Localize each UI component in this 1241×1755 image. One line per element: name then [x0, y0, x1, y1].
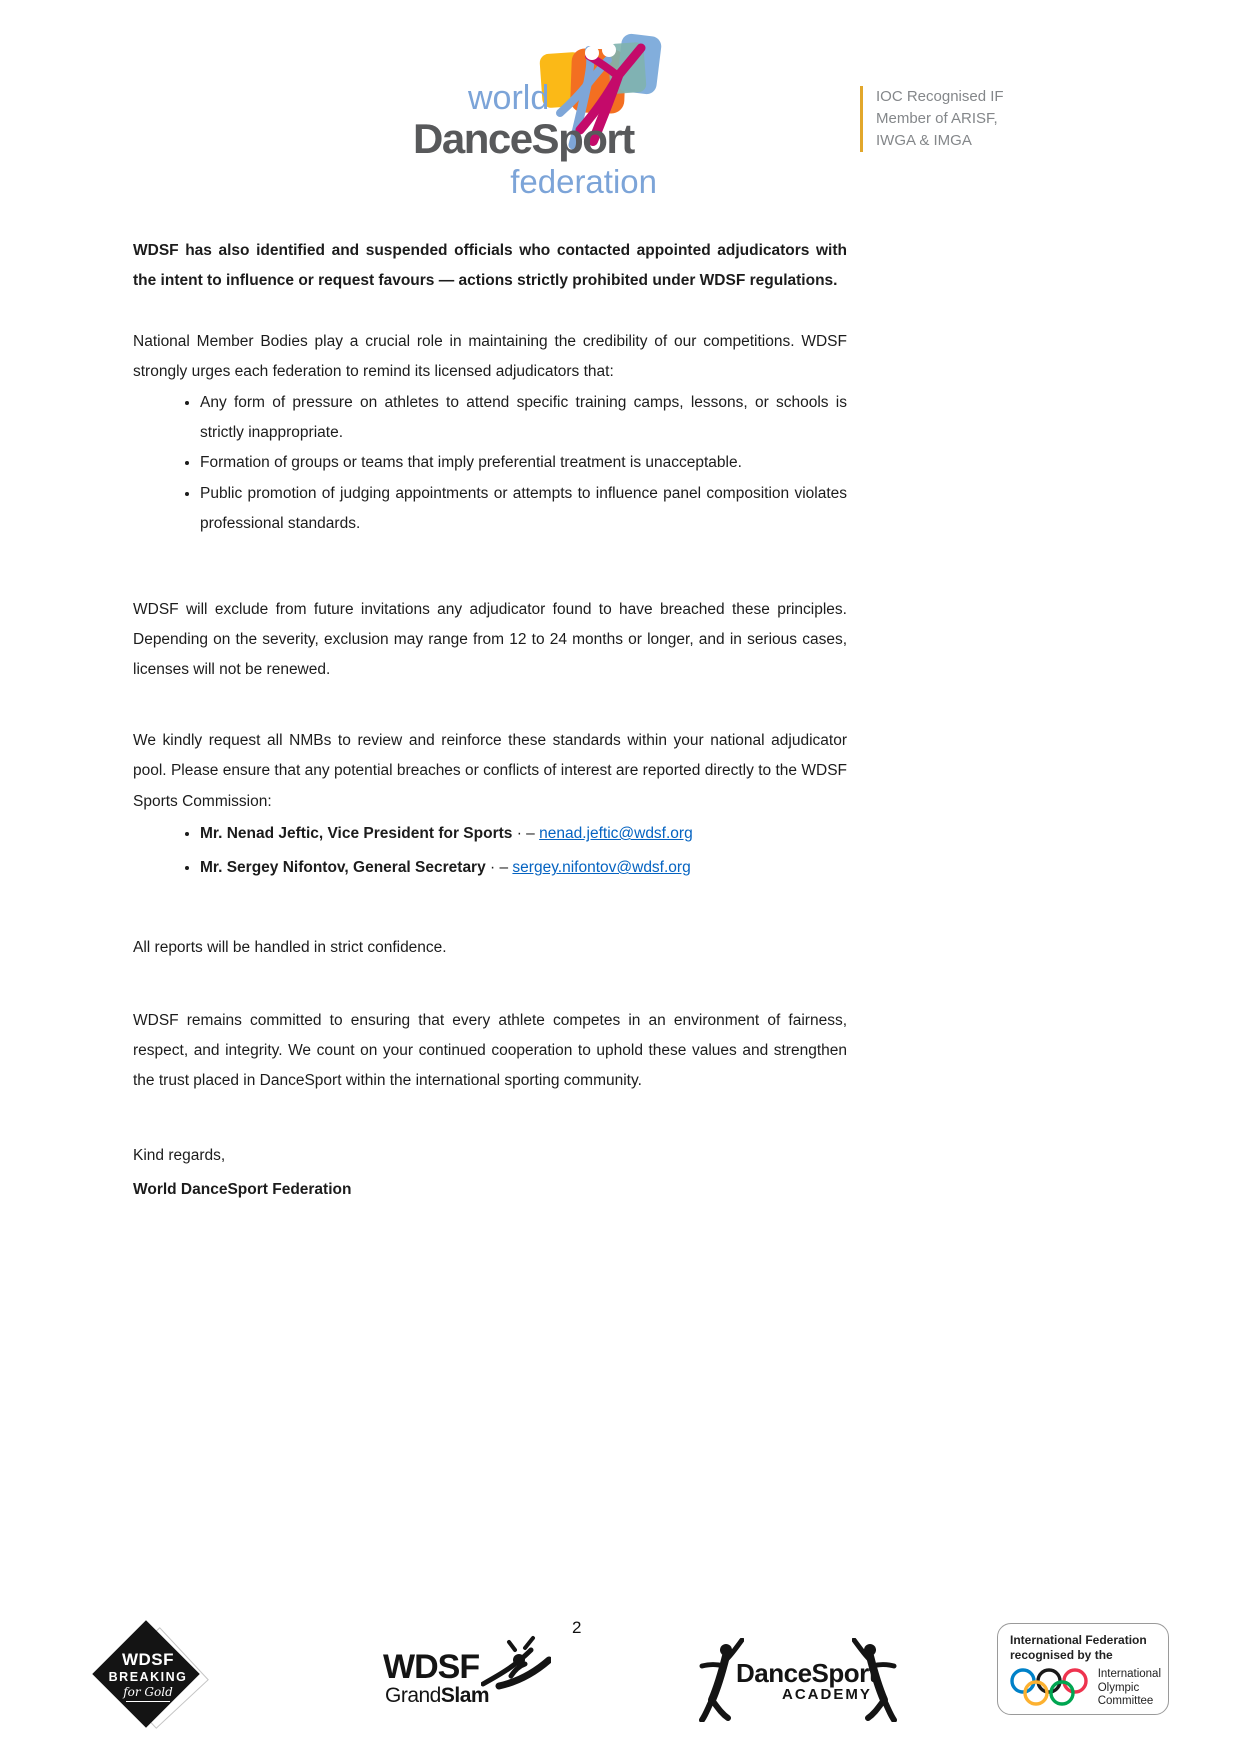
wdsf-logo: [413, 33, 661, 205]
breaking-breaking-text: BREAKING: [108, 1670, 188, 1684]
academy-academy-text: ACADEMY: [782, 1686, 872, 1703]
paragraph-confidence: All reports will be handled in strict confidence.: [133, 939, 447, 957]
wdsf-grandslam-logo: [383, 1646, 548, 1708]
breaking-underline: [126, 1701, 170, 1702]
contact-item-sergey-nifontov: [200, 851, 847, 885]
dancesport-academy-logo: [698, 1638, 898, 1724]
ioc-committee-text: [1098, 1668, 1161, 1709]
list-item: • Public promotion of judging appointments or attempts to influence panel composition violates professional standards.: [200, 479, 847, 540]
ioc-recognition-box: [997, 1623, 1169, 1715]
closing-block: [133, 1139, 847, 1207]
grandslam-text: [385, 1684, 489, 1708]
closing-regards: Kind regards,: [133, 1146, 226, 1164]
contact-name: Mr. Nenad Jeftic, Vice President for Sports: [200, 825, 513, 843]
contact-item-nenad-jeftic: [200, 817, 847, 851]
grandslam-wdsf-text: WDSF: [383, 1648, 480, 1686]
breaking-wdsf-text: WDSF: [121, 1650, 175, 1669]
ioc-committee-line3: Committee: [1097, 1695, 1154, 1707]
breaking-forgold-text: for Gold: [123, 1685, 173, 1699]
grandslam-grand-text: Grand: [385, 1684, 441, 1707]
list-item: • Any form of pressure on athletes to attend specific training camps, lessons, or schools is strictly inappropriate.: [200, 388, 847, 449]
academy-dancesport-text: DanceSport: [736, 1658, 877, 1688]
recognition-line: IOC Recognised IF: [876, 88, 1004, 105]
letter-body: [133, 236, 847, 1207]
grandslam-dancer-icon: [481, 1634, 551, 1694]
logo-dancesport-text: DanceSport: [413, 115, 634, 162]
ioc-box-title-line1: International Federation: [1010, 1633, 1147, 1647]
breaking-logo-text: [98, 1650, 198, 1702]
ioc-recognition-block: [860, 86, 1004, 152]
recognition-line: Member of ARISF,: [876, 110, 998, 127]
paragraph-nmb-role: National Member Bodies play a crucial role in maintaining the credibility of our competitions. WDSF strongly urges each federation to remind its licensed adjudicators that:: [133, 332, 847, 381]
contact-separator: · –: [512, 825, 540, 843]
ioc-committee-line2: Olympic: [1097, 1681, 1140, 1694]
page-number: 2: [572, 1618, 582, 1637]
email-link-sergey-nifontov[interactable]: sergey.nifontov@wdsf.org: [512, 859, 691, 877]
paragraph-suspensions: WDSF has also identified and suspended officials who contacted appointed adjudicators with the intent to influence or request favours — actions strictly prohibited under WDSF regulations.: [133, 242, 847, 290]
signature: World DanceSport Federation: [133, 1180, 352, 1198]
contact-separator: · –: [485, 859, 513, 877]
conduct-bullet-list: [133, 388, 847, 540]
paragraph-commitment: WDSF remains committed to ensuring that every athlete competes in an environment of fairness, respect, and integrity. We count on your continued cooperation to uphold these values and strengthen the trust placed in DanceSport within the international sporting community.: [133, 1011, 847, 1090]
email-link-nenad-jeftic[interactable]: nenad.jeftic@wdsf.org: [539, 825, 693, 843]
wdsf-breaking-logo: [98, 1628, 208, 1728]
paragraph-exclusion: WDSF will exclude from future invitations any adjudicator found to have breached these principles. Depending on the severity, exclusion may range from 12 to 24 months or longer, and in serious cases, licenses will not be renewed.: [133, 600, 847, 679]
paragraph-request: We kindly request all NMBs to review and reinforce these standards within your national adjudicator pool. Please ensure that any potential breaches or conflicts of interest are reported directly to the WDSF Sports Commission:: [133, 731, 847, 810]
grandslam-slam-text: Slam: [440, 1684, 490, 1707]
contact-list: [133, 817, 847, 885]
olympic-rings-icon: [1008, 1666, 1090, 1710]
logo-world-text: world: [468, 79, 550, 117]
recognition-line: IWGA & IMGA: [876, 132, 972, 149]
contact-name: Mr. Sergey Nifontov, General Secretary: [200, 859, 486, 877]
ioc-committee-line1: International: [1097, 1668, 1161, 1680]
list-item: • Formation of groups or teams that imply preferential treatment is unacceptable.: [200, 448, 847, 478]
ioc-box-title-line2: recognised by the: [1010, 1648, 1113, 1662]
logo-federation-text: federation: [510, 163, 657, 200]
